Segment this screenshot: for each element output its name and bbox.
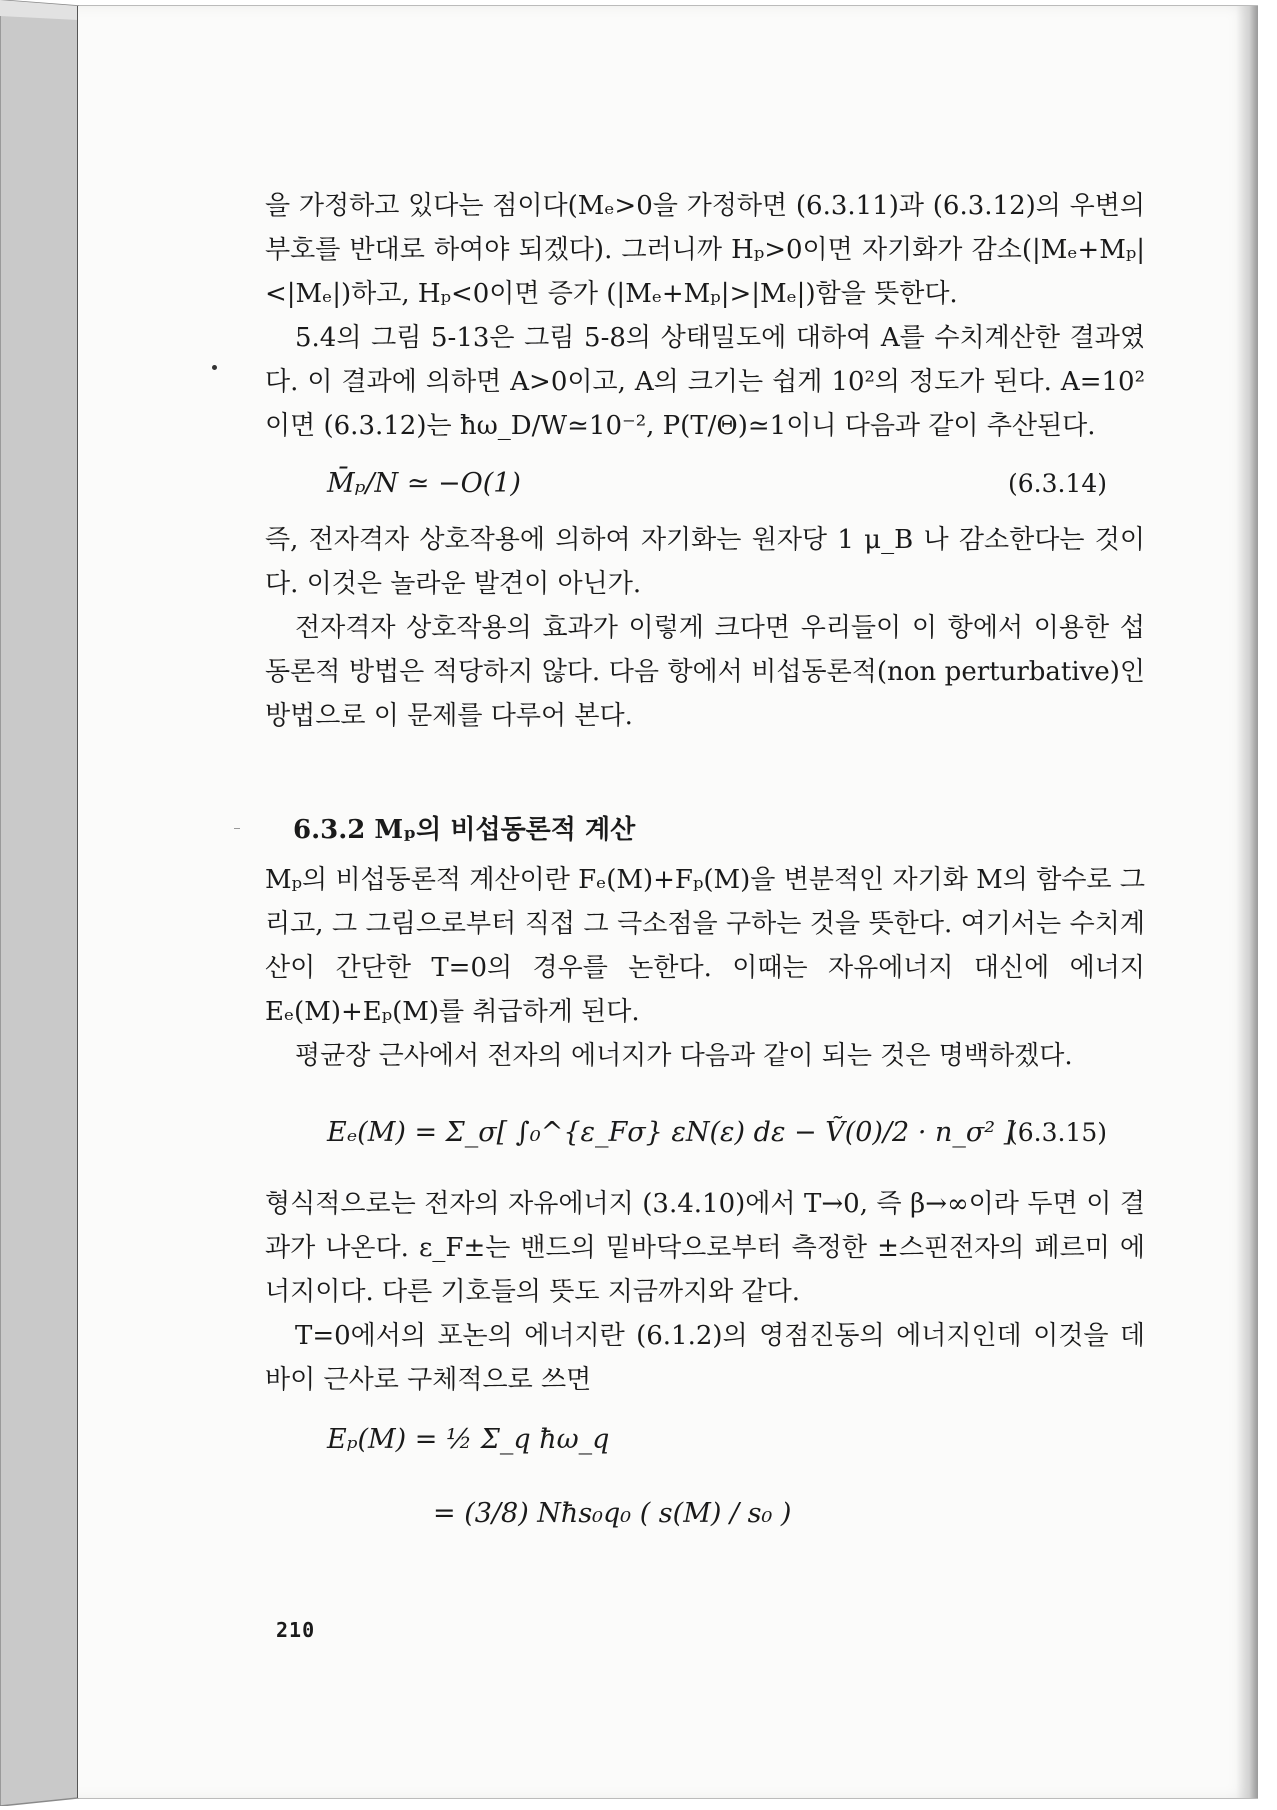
equation-6-3-15 bbox=[265, 1090, 1145, 1176]
equation-phonon-energy-line2: = (3/8) Nħs₀q₀ ( s(M) / s₀ ) bbox=[433, 1498, 792, 1529]
equation-phonon-energy-line1: Eₚ(M) = ½ Σ_q ħω_q bbox=[327, 1424, 610, 1455]
page-content bbox=[265, 184, 1145, 1558]
page-curl-shadow bbox=[1236, 6, 1258, 1798]
equation-6-3-14-number: (6.3.14) bbox=[1007, 469, 1107, 498]
paragraph-formal-limit: 형식적으로는 전자의 자유에너지 (3.4.10)에서 T→0, 즉 β→∞이라 두면 이 결과가 나온다. ε_F±는 밴드의 밑바닥으로부터 측정한 ±스핀전자의 페르미 에너지이다. 다른 기호들의 뜻도 지금까지와 같다. bbox=[265, 1189, 1145, 1307]
paragraph-numerical-result: 5.4의 그림 5-13은 그림 5-8의 상태밀도에 대하여 A를 수치계산한 결과였다. 이 결과에 의하면 A>0이고, A의 크기는 쉽게 10²의 정도가 된다. A=10²이면 (6.3.12)는 ħω_D/W≃10⁻², P(T/Θ)≃1이니 다음과 같이 추산된다. bbox=[265, 323, 1145, 441]
equation-6-3-14-body: M̄ₚ/N ≃ −O(1) bbox=[327, 468, 521, 499]
paragraph-variational-definition: Mₚ의 비섭동론적 계산이란 Fₑ(M)+Fₚ(M)을 변분적인 자기화 M의 함수로 그리고, 그 그림으로부터 직접 그 극소점을 구하는 것을 뜻한다. 여기서는 수치계산이 간단한 T=0의 경우를 논한다. 이때는 자유에너지 대신에 에너지 Eₑ(M)+Eₚ(M)를 취급하게 된다. bbox=[265, 865, 1145, 1027]
book-side-panel bbox=[0, 0, 78, 1806]
paragraph-reduction-per-atom: 즉, 전자격자 상호작용에 의하여 자기화는 원자당 1 μ_B 나 감소한다는 것이다. 이것은 놀라운 발견이 아닌가. bbox=[265, 525, 1145, 599]
paragraph-magnetization-assumption: 을 가정하고 있다는 점이다(Mₑ>0을 가정하면 (6.3.11)과 (6.3.12)의 우변의 부호를 반대로 하여야 되겠다). 그러니까 Hₚ>0이면 자기화가 감소(|Mₑ+Mₚ|<|Mₑ|)하고, Hₚ<0이면 증가 (|Mₑ+Mₚ|>|Mₑ|)함을 뜻한다. bbox=[265, 191, 1145, 309]
equation-phonon-energy bbox=[265, 1408, 1145, 1558]
paragraph-mean-field-intro: 평균장 근사에서 전자의 에너지가 다음과 같이 되는 것은 명백하겠다. bbox=[295, 1041, 1073, 1071]
page-number: 210 bbox=[276, 1618, 316, 1642]
margin-tick bbox=[234, 828, 240, 829]
paragraph-phonon-energy: T=0에서의 포논의 에너지란 (6.1.2)의 영점진동의 에너지인데 이것을 데바이 근사로 구체적으로 쓰면 bbox=[265, 1321, 1145, 1395]
equation-6-3-14 bbox=[265, 454, 1145, 514]
equation-6-3-15-body: Eₑ(M) = Σ_σ[ ∫₀^{ε_Fσ} εN(ε) dε − Ṽ(0)/2 · n_σ² ] bbox=[327, 1117, 1015, 1148]
equation-6-3-15-number: (6.3.15) bbox=[1007, 1118, 1107, 1147]
section-heading: 6.3.2 Mₚ의 비섭동론적 계산 bbox=[293, 815, 636, 845]
paragraph-nonperturbative-motivation: 전자격자 상호작용의 효과가 이렇게 크다면 우리들이 이 항에서 이용한 섭동론적 방법은 적당하지 않다. 다음 항에서 비섭동론적(non perturbative)인 방법으로 이 문제를 다루어 본다. bbox=[265, 613, 1145, 731]
margin-dot bbox=[212, 365, 217, 370]
